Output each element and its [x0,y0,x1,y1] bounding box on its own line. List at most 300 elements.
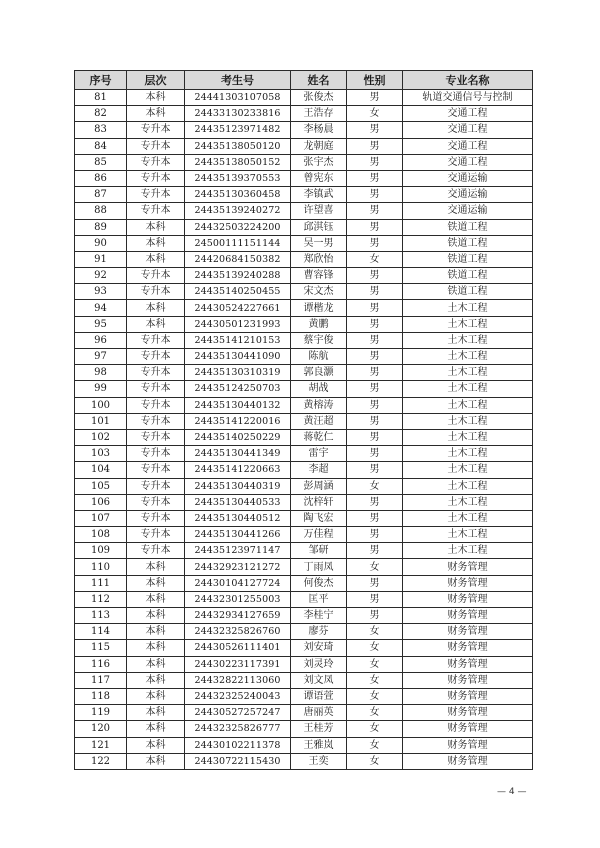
header-major: 专业名称 [403,71,533,90]
cell-exam-id: 24435140250455 [185,284,291,300]
cell-index: 104 [75,462,127,478]
cell-gender: 女 [347,688,403,704]
cell-exam-id: 24432503224200 [185,219,291,235]
cell-major: 交通工程 [403,138,533,154]
cell-exam-id: 24435140250229 [185,429,291,445]
cell-level: 专升本 [127,268,185,284]
table-row [75,106,533,122]
cell-level: 专升本 [127,381,185,397]
cell-gender: 男 [347,608,403,624]
cell-gender: 男 [347,527,403,543]
cell-level: 专升本 [127,349,185,365]
table-row [75,672,533,688]
cell-exam-id: 24430526111401 [185,640,291,656]
cell-index: 97 [75,349,127,365]
cell-index: 84 [75,138,127,154]
cell-exam-id: 24432325826760 [185,624,291,640]
cell-name: 李桂宁 [291,608,347,624]
cell-exam-id: 24435130310319 [185,365,291,381]
cell-gender: 女 [347,656,403,672]
cell-name: 吴一男 [291,235,347,251]
cell-major: 土木工程 [403,527,533,543]
cell-major: 财务管理 [403,559,533,575]
header-index: 序号 [75,71,127,90]
cell-name: 万佳程 [291,527,347,543]
cell-major: 轨道交通信号与控制 [403,90,533,106]
table-row [75,527,533,543]
cell-index: 103 [75,446,127,462]
cell-major: 土木工程 [403,349,533,365]
table-header-row [75,71,533,90]
cell-major: 财务管理 [403,672,533,688]
cell-exam-id: 24432325240043 [185,688,291,704]
table-row [75,268,533,284]
cell-name: 唐丽英 [291,705,347,721]
table-row [75,624,533,640]
cell-level: 本科 [127,608,185,624]
cell-name: 胡战 [291,381,347,397]
table-row [75,219,533,235]
cell-name: 黄汪超 [291,413,347,429]
cell-name: 李超 [291,462,347,478]
cell-exam-id: 24432923121272 [185,559,291,575]
cell-index: 83 [75,122,127,138]
cell-exam-id: 24435130440319 [185,478,291,494]
cell-gender: 男 [347,429,403,445]
cell-level: 本科 [127,316,185,332]
cell-name: 邹研 [291,543,347,559]
cell-name: 王桂芳 [291,721,347,737]
table-row [75,608,533,624]
cell-major: 财务管理 [403,656,533,672]
cell-gender: 男 [347,349,403,365]
header-name: 姓名 [291,71,347,90]
table-row [75,429,533,445]
cell-gender: 男 [347,543,403,559]
cell-major: 财务管理 [403,721,533,737]
cell-exam-id: 24430223117391 [185,656,291,672]
cell-index: 87 [75,187,127,203]
cell-exam-id: 24432301255003 [185,591,291,607]
cell-exam-id: 24435130441266 [185,527,291,543]
table-row [75,365,533,381]
cell-level: 专升本 [127,170,185,186]
cell-name: 刘文凤 [291,672,347,688]
cell-major: 财务管理 [403,753,533,769]
cell-index: 118 [75,688,127,704]
cell-major: 财务管理 [403,688,533,704]
cell-gender: 男 [347,510,403,526]
cell-major: 土木工程 [403,446,533,462]
cell-exam-id: 24435138050120 [185,138,291,154]
cell-name: 雷宇 [291,446,347,462]
cell-level: 专升本 [127,154,185,170]
cell-gender: 男 [347,219,403,235]
cell-level: 专升本 [127,332,185,348]
cell-index: 105 [75,478,127,494]
cell-index: 121 [75,737,127,753]
cell-name: 黄鹏 [291,316,347,332]
table-row [75,640,533,656]
cell-name: 谭楷龙 [291,300,347,316]
cell-name: 谭语萱 [291,688,347,704]
cell-level: 本科 [127,737,185,753]
cell-gender: 女 [347,559,403,575]
cell-name: 刘安琦 [291,640,347,656]
cell-level: 专升本 [127,413,185,429]
cell-gender: 女 [347,672,403,688]
cell-exam-id: 24435141220016 [185,413,291,429]
cell-gender: 男 [347,591,403,607]
cell-index: 98 [75,365,127,381]
table-row [75,316,533,332]
cell-gender: 男 [347,268,403,284]
table-row [75,284,533,300]
cell-index: 99 [75,381,127,397]
cell-exam-id: 24435139240288 [185,268,291,284]
cell-gender: 男 [347,187,403,203]
cell-gender: 男 [347,494,403,510]
cell-major: 财务管理 [403,575,533,591]
cell-name: 陶飞宏 [291,510,347,526]
cell-gender: 女 [347,737,403,753]
cell-name: 曾宪东 [291,170,347,186]
cell-index: 111 [75,575,127,591]
cell-major: 交通工程 [403,122,533,138]
cell-exam-id: 24435141220663 [185,462,291,478]
cell-name: 丁雨凤 [291,559,347,575]
cell-major: 土木工程 [403,413,533,429]
cell-index: 92 [75,268,127,284]
table-row [75,737,533,753]
header-level: 层次 [127,71,185,90]
cell-name: 王浩存 [291,106,347,122]
cell-exam-id: 24435130441349 [185,446,291,462]
cell-major: 财务管理 [403,608,533,624]
cell-gender: 女 [347,478,403,494]
cell-major: 土木工程 [403,316,533,332]
cell-major: 财务管理 [403,591,533,607]
cell-major: 交通工程 [403,106,533,122]
cell-gender: 男 [347,170,403,186]
cell-index: 93 [75,284,127,300]
cell-name: 沈梓轩 [291,494,347,510]
cell-major: 土木工程 [403,494,533,510]
cell-gender: 女 [347,640,403,656]
cell-level: 本科 [127,235,185,251]
cell-level: 本科 [127,656,185,672]
table-row [75,575,533,591]
cell-major: 交通工程 [403,154,533,170]
cell-index: 116 [75,656,127,672]
cell-exam-id: 24435130440533 [185,494,291,510]
cell-level: 专升本 [127,122,185,138]
cell-index: 95 [75,316,127,332]
cell-level: 本科 [127,591,185,607]
table-row [75,122,533,138]
cell-gender: 女 [347,721,403,737]
cell-major: 财务管理 [403,705,533,721]
cell-name: 郑欣怡 [291,251,347,267]
table-row [75,300,533,316]
cell-major: 铁道工程 [403,251,533,267]
table-row [75,656,533,672]
cell-exam-id: 24433130233816 [185,106,291,122]
cell-gender: 男 [347,413,403,429]
admission-roster-table [74,70,533,770]
cell-index: 110 [75,559,127,575]
cell-index: 101 [75,413,127,429]
cell-gender: 男 [347,462,403,478]
cell-gender: 男 [347,397,403,413]
cell-name: 宋文杰 [291,284,347,300]
table-row [75,170,533,186]
cell-index: 102 [75,429,127,445]
cell-name: 许望喜 [291,203,347,219]
cell-major: 土木工程 [403,478,533,494]
table-row [75,446,533,462]
cell-exam-id: 24435130440512 [185,510,291,526]
cell-exam-id: 24435139240272 [185,203,291,219]
cell-index: 89 [75,219,127,235]
cell-major: 铁道工程 [403,268,533,284]
cell-name: 张俊杰 [291,90,347,106]
cell-gender: 男 [347,365,403,381]
cell-name: 李镇武 [291,187,347,203]
cell-exam-id: 24430524227661 [185,300,291,316]
cell-major: 土木工程 [403,365,533,381]
cell-exam-id: 24435130441090 [185,349,291,365]
cell-index: 122 [75,753,127,769]
cell-exam-id: 24441303107058 [185,90,291,106]
cell-gender: 男 [347,90,403,106]
table-row [75,413,533,429]
cell-gender: 男 [347,154,403,170]
cell-level: 本科 [127,705,185,721]
cell-exam-id: 24430527257247 [185,705,291,721]
table-row [75,462,533,478]
cell-index: 114 [75,624,127,640]
cell-major: 铁道工程 [403,235,533,251]
cell-level: 本科 [127,106,185,122]
cell-name: 蒋乾仁 [291,429,347,445]
cell-gender: 男 [347,316,403,332]
page-number: — 4 — [497,787,527,797]
cell-exam-id: 24430104127724 [185,575,291,591]
table-row [75,349,533,365]
cell-gender: 男 [347,300,403,316]
cell-level: 专升本 [127,527,185,543]
cell-index: 115 [75,640,127,656]
cell-name: 龙朝庭 [291,138,347,154]
table-row [75,203,533,219]
cell-index: 91 [75,251,127,267]
cell-index: 90 [75,235,127,251]
cell-major: 土木工程 [403,397,533,413]
cell-gender: 男 [347,381,403,397]
cell-level: 专升本 [127,478,185,494]
cell-exam-id: 24430501231993 [185,316,291,332]
cell-index: 117 [75,672,127,688]
cell-level: 专升本 [127,462,185,478]
cell-level: 专升本 [127,365,185,381]
cell-major: 交通运输 [403,187,533,203]
cell-major: 土木工程 [403,381,533,397]
cell-level: 本科 [127,721,185,737]
cell-exam-id: 24435124250703 [185,381,291,397]
cell-index: 85 [75,154,127,170]
cell-major: 土木工程 [403,429,533,445]
table-row [75,478,533,494]
cell-level: 本科 [127,640,185,656]
cell-index: 107 [75,510,127,526]
cell-exam-id: 24430102211378 [185,737,291,753]
table-body [75,90,533,770]
cell-name: 蔡宇俊 [291,332,347,348]
cell-exam-id: 24435123971147 [185,543,291,559]
cell-level: 专升本 [127,543,185,559]
cell-major: 铁道工程 [403,284,533,300]
cell-major: 土木工程 [403,543,533,559]
table-row [75,90,533,106]
cell-name: 李杨晨 [291,122,347,138]
table-row [75,251,533,267]
cell-exam-id: 24435123971482 [185,122,291,138]
cell-exam-id: 24435141210153 [185,332,291,348]
cell-index: 108 [75,527,127,543]
cell-name: 黄榕涛 [291,397,347,413]
cell-exam-id: 24435130440132 [185,397,291,413]
table-row [75,721,533,737]
cell-name: 郭良灏 [291,365,347,381]
cell-gender: 男 [347,575,403,591]
cell-level: 本科 [127,300,185,316]
table-row [75,559,533,575]
cell-gender: 男 [347,284,403,300]
cell-name: 张宇杰 [291,154,347,170]
cell-major: 财务管理 [403,737,533,753]
cell-name: 匡平 [291,591,347,607]
cell-index: 82 [75,106,127,122]
cell-gender: 男 [347,203,403,219]
cell-gender: 女 [347,705,403,721]
table-row [75,688,533,704]
cell-major: 财务管理 [403,640,533,656]
cell-name: 廖芬 [291,624,347,640]
cell-index: 88 [75,203,127,219]
cell-index: 86 [75,170,127,186]
cell-index: 96 [75,332,127,348]
cell-name: 何俊杰 [291,575,347,591]
cell-level: 本科 [127,575,185,591]
cell-index: 81 [75,90,127,106]
cell-exam-id: 24432325826777 [185,721,291,737]
table-row [75,397,533,413]
cell-index: 109 [75,543,127,559]
cell-gender: 男 [347,235,403,251]
cell-gender: 女 [347,624,403,640]
cell-gender: 男 [347,332,403,348]
cell-name: 邱淇钰 [291,219,347,235]
cell-level: 专升本 [127,138,185,154]
cell-major: 铁道工程 [403,219,533,235]
table-row [75,543,533,559]
cell-major: 土木工程 [403,462,533,478]
cell-name: 王奕 [291,753,347,769]
cell-exam-id: 24430722115430 [185,753,291,769]
cell-index: 119 [75,705,127,721]
cell-gender: 男 [347,122,403,138]
table-row [75,381,533,397]
cell-major: 交通运输 [403,203,533,219]
cell-level: 本科 [127,219,185,235]
cell-level: 本科 [127,753,185,769]
cell-level: 本科 [127,251,185,267]
header-gender: 性别 [347,71,403,90]
cell-major: 土木工程 [403,300,533,316]
header-exam-id: 考生号 [185,71,291,90]
cell-name: 陈航 [291,349,347,365]
cell-major: 财务管理 [403,624,533,640]
cell-index: 113 [75,608,127,624]
cell-gender: 女 [347,251,403,267]
cell-exam-id: 24435138050152 [185,154,291,170]
cell-index: 112 [75,591,127,607]
table-row [75,494,533,510]
cell-name: 彭周涵 [291,478,347,494]
cell-exam-id: 24432822113060 [185,672,291,688]
cell-exam-id: 24435130360458 [185,187,291,203]
cell-index: 100 [75,397,127,413]
cell-index: 106 [75,494,127,510]
cell-exam-id: 24432934127659 [185,608,291,624]
cell-major: 土木工程 [403,510,533,526]
table-row [75,753,533,769]
cell-gender: 女 [347,753,403,769]
cell-exam-id: 24500111151144 [185,235,291,251]
table-row [75,591,533,607]
table-row [75,705,533,721]
table-row [75,138,533,154]
cell-level: 本科 [127,688,185,704]
cell-exam-id: 24420684150382 [185,251,291,267]
table-row [75,154,533,170]
cell-name: 王雅岚 [291,737,347,753]
cell-gender: 女 [347,106,403,122]
table-row [75,510,533,526]
table-row [75,235,533,251]
cell-level: 本科 [127,624,185,640]
cell-level: 专升本 [127,203,185,219]
cell-gender: 男 [347,446,403,462]
cell-level: 专升本 [127,494,185,510]
cell-major: 交通运输 [403,170,533,186]
cell-name: 刘灵玲 [291,656,347,672]
cell-level: 专升本 [127,510,185,526]
cell-index: 120 [75,721,127,737]
cell-level: 专升本 [127,187,185,203]
table-row [75,332,533,348]
cell-exam-id: 24435139370553 [185,170,291,186]
cell-name: 曹容锋 [291,268,347,284]
cell-major: 土木工程 [403,332,533,348]
cell-level: 专升本 [127,429,185,445]
cell-index: 94 [75,300,127,316]
cell-level: 本科 [127,672,185,688]
cell-level: 专升本 [127,284,185,300]
cell-level: 专升本 [127,446,185,462]
cell-gender: 男 [347,138,403,154]
